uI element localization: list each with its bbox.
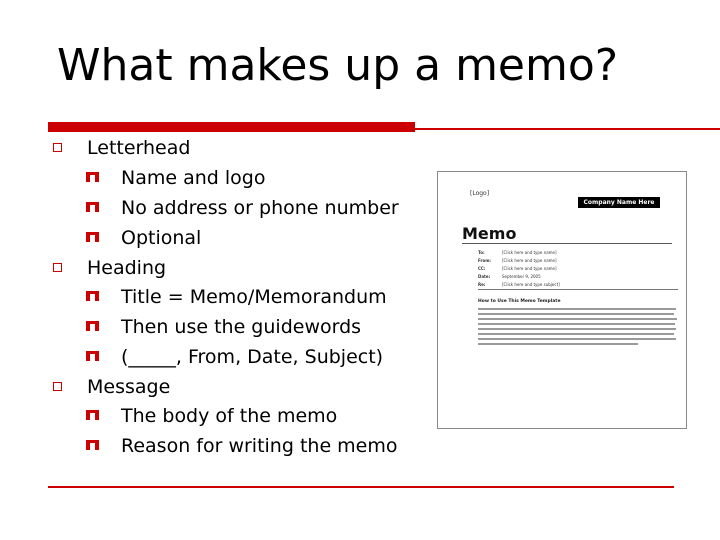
filled-square-icon — [86, 351, 99, 361]
bullet-optional: Optional — [121, 227, 202, 249]
hollow-square-icon — [53, 143, 62, 152]
memo-field-row: To: [Click here and type name] — [478, 250, 557, 255]
memo-separator — [478, 289, 678, 290]
bullet-guidewords-list: (_____, From, Date, Subject) — [121, 346, 384, 368]
memo-body-line — [478, 328, 676, 330]
memo-section-title: How to Use This Memo Template — [478, 299, 561, 304]
bullet-message: Message — [87, 376, 171, 398]
title-divider-thick — [48, 122, 415, 132]
memo-company-banner: Company Name Here — [578, 197, 660, 208]
bottom-divider — [48, 486, 674, 488]
bullet-heading: Heading — [87, 257, 167, 279]
memo-heading-rule — [462, 243, 672, 244]
bullet-title-memo: Title = Memo/Memorandum — [121, 286, 387, 308]
memo-body-line — [478, 333, 674, 335]
filled-square-icon — [86, 291, 99, 301]
slide-title: What makes up a memo? — [57, 40, 619, 91]
memo-body-line — [478, 308, 676, 310]
memo-field-row: CC: [Click here and type name] — [478, 266, 557, 271]
memo-heading: Memo — [462, 224, 517, 243]
memo-field-row: Date: September 9, 2005 — [478, 274, 541, 279]
memo-template-image — [437, 171, 687, 429]
memo-body-line — [478, 313, 674, 315]
hollow-square-icon — [53, 263, 62, 272]
bullet-guidewords: Then use the guidewords — [121, 316, 362, 338]
memo-body-line — [478, 338, 676, 340]
bullet-body-of-memo: The body of the memo — [121, 405, 338, 427]
filled-square-icon — [86, 202, 99, 212]
memo-logo-placeholder: [Logo] — [470, 190, 490, 197]
filled-square-icon — [86, 440, 99, 450]
memo-body-line — [478, 323, 675, 325]
filled-square-icon — [86, 232, 99, 242]
bullet-reason: Reason for writing the memo — [121, 435, 398, 457]
memo-field-row: From: [Click here and type name] — [478, 258, 557, 263]
memo-field-row: Re: [Click here and type subject] — [478, 282, 560, 287]
filled-square-icon — [86, 172, 99, 182]
title-divider-thin — [415, 128, 720, 130]
bullet-no-address: No address or phone number — [121, 197, 399, 219]
bullet-name-and-logo: Name and logo — [121, 167, 266, 189]
filled-square-icon — [86, 410, 99, 420]
memo-body-line — [478, 343, 638, 345]
bullet-letterhead: Letterhead — [87, 137, 191, 159]
memo-body-line — [478, 318, 677, 320]
hollow-square-icon — [53, 382, 62, 391]
filled-square-icon — [86, 321, 99, 331]
